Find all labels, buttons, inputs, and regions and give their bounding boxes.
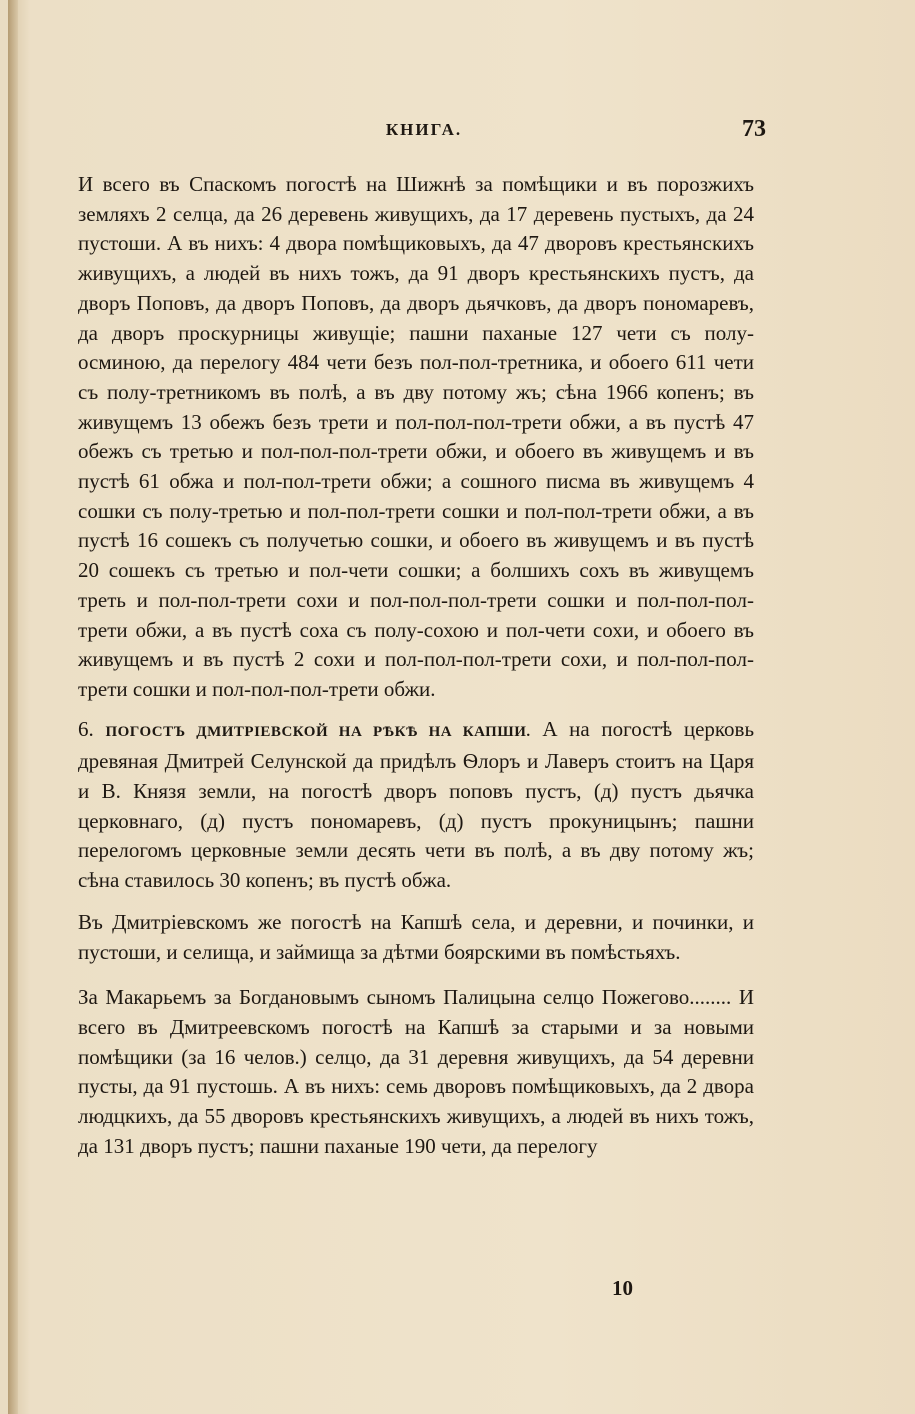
page-number: 73 bbox=[742, 116, 766, 142]
paragraph-4: За Макарьемъ за Богдановымъ сыномъ Палицына селцо Пожегово........ И всего въ Дмитреевскомъ погостѣ на Капшѣ за старыми и за новыми помѣщики (за 16 челов.) селцо, да 31 деревня живущихъ, да 54 деревни пусты, да 91 пустошь. А въ нихъ: семь дворовъ помѣщиковыхъ, да 2 двора людцкихъ, да 55 дворовъ крестьянскихъ живущихъ, а людей въ нихъ тожъ, да 131 дворъ пустъ; пашни паханые 190 чети, да перелогу bbox=[78, 985, 754, 1158]
section-title: ПОГОСТЪ ДМИТРІЕВСКОЙ НА РѢКѢ НА КАПШИ. bbox=[105, 723, 531, 740]
running-head-title: КНИГА. bbox=[385, 120, 463, 139]
paragraph-3: Въ Дмитріевскомъ же погостѣ на Капшѣ села, и деревни, и починки, и пустоши, и селища, и займища за дѣтми боярскими въ помѣстьяхъ. bbox=[78, 909, 754, 964]
paragraph-2 bbox=[78, 715, 754, 896]
page-gutter-shadow bbox=[8, 0, 18, 1414]
body-text bbox=[78, 170, 754, 1162]
section-text: А на погостѣ церковь древяная Дмитрей Селунской да придѣлъ Ѳлоръ и Лаверъ стоитъ на Царя и В. Князя земли, на погостѣ дворъ поповъ пустъ, (д) пустъ дьячка церковнаго, (д) пустъ пономаревъ, (д) пустъ прокуницынъ; пашни перелогомъ церковные земли десять чети въ полѣ, а въ дву потому жъ; сѣна ставилось 30 копенъ; въ пустѣ обжа. bbox=[78, 716, 755, 893]
signature-mark: 10 bbox=[612, 1276, 633, 1300]
running-head bbox=[82, 116, 766, 148]
paragraph-1: И всего въ Спаскомъ погостѣ на Шижнѣ за помѣщики и въ порозжихъ земляхъ 2 селца, да 26 деревень живущихъ, да 17 деревень пустыхъ, да 24 пустоши. А въ нихъ: 4 двора помѣщиковыхъ, да 47 двоpовъ крестьянскихъ живущихъ, а людей въ нихъ тожъ, да 91 дворъ крестьянскихъ пустъ, да дворъ Поповъ, да дворъ Поповъ, да дворъ дьячковъ, да дворъ пономаревъ, да дворъ проскурницы живущіе; пашни паханые 127 чети съ полу-осминою, да перелогу 484 чети безъ пол-пол-третника, и обоего 611 чети съ полу-третникомъ въ полѣ, а въ дву потому жъ; сѣна 1966 копенъ; въ живущемъ 13 обежъ безъ трети и пол-пол-пол-трети обжи, а въ пустѣ 47 обежъ съ третью и пол-пол-пол-трети обжи, и обоего въ живущемъ и въ пустѣ 61 обжа и пол-пол-трети обжи; а сошного писма въ живущемъ 4 сошки съ полу-третью и пол-пол-трети сошки и пол-пол-трети обжи, а въ пустѣ 16 сошекъ съ получетью сошки, и обоего въ живущемъ и въ пустѣ 20 сошекъ съ третью и пол-чети сошки; а болшихъ сохъ въ живущемъ треть и пол-пол-трети сохи и пол-пол-пол-трети сошки и пол-пол-пол-трети обжи, а въ пустѣ соха съ полу-сохою и пол-чети сохи, и обоего въ живущемъ и въ пустѣ 2 сохи и пол-пол-пол-трети сохи, и пол-пол-пол-трети сошки и пол-пол-пол-трети обжи. bbox=[78, 172, 754, 701]
section-number: 6. bbox=[78, 716, 94, 741]
